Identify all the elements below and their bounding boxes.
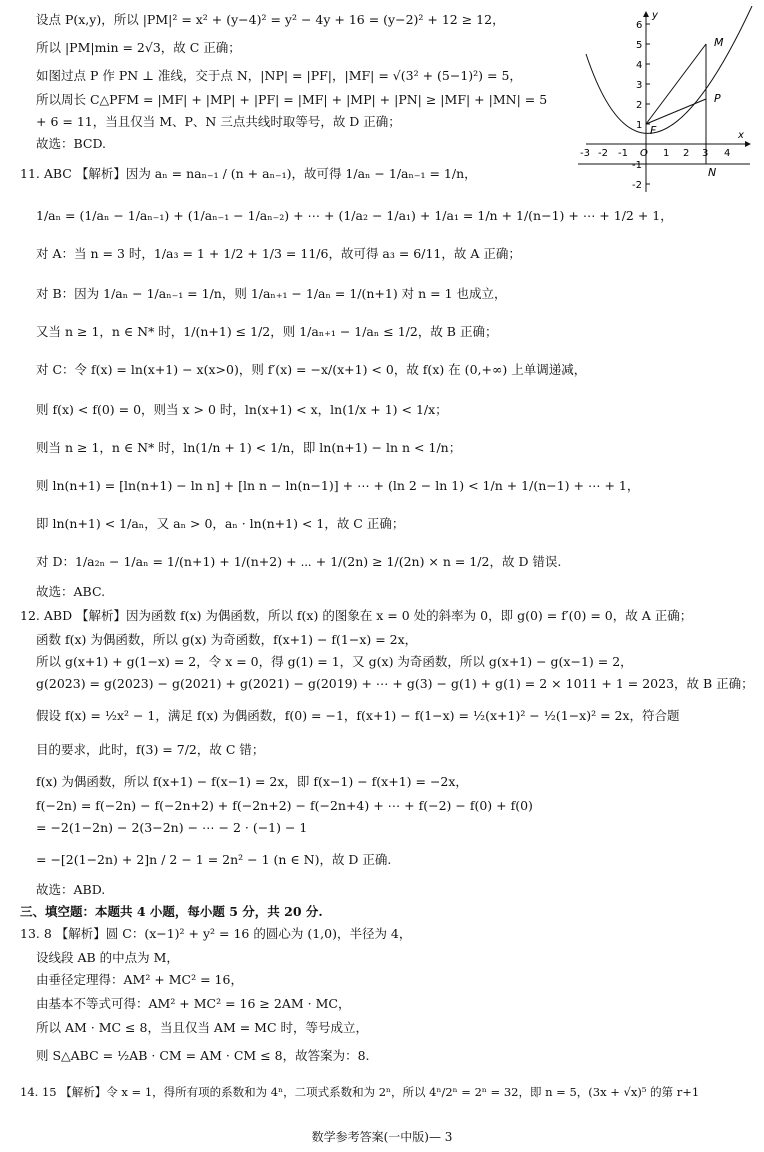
text-line: 所以 AM · MC ≤ 8，当且仅当 AM = MC 时，等号成立， <box>36 1020 369 1035</box>
x-tick-label: 1 <box>663 148 670 159</box>
x-tick-label: -2 <box>598 148 608 159</box>
text-line: 故选：ABC. <box>36 584 106 599</box>
section-heading: 三、填空题：本题共 4 小题，每小题 5 分，共 20 分. <box>20 904 323 919</box>
y-tick-label: -1 <box>632 160 642 171</box>
point-n-label: N <box>708 166 717 179</box>
text-line: 11. ABC 【解析】因为 aₙ = naₙ₋₁ / (n + aₙ₋₁)，故可得 1/aₙ − 1/aₙ₋₁ = 1/n， <box>20 166 477 181</box>
text-line: 1/aₙ = (1/aₙ − 1/aₙ₋₁) + (1/aₙ₋₁ − 1/aₙ₋₂) + ⋯ + (1/a₂ − 1/a₁) + 1/a₁ = 1/n + 1/(n−1) + ⋯ + 1/2 + 1， <box>36 208 673 223</box>
text-line: 故选：BCD. <box>36 136 107 151</box>
y-axis-label: y <box>652 10 658 21</box>
text-line: 则 S△ABC = ½AB · CM = AM · CM ≤ 8，故答案为：8. <box>36 1048 370 1063</box>
text-line: 则 f(x) < f(0) = 0，则当 x > 0 时，ln(x+1) < x，ln(1/x + 1) < 1/x； <box>36 402 448 417</box>
y-tick-label: 1 <box>636 120 643 131</box>
point-m-label: M <box>714 36 724 49</box>
text-line: 故选：ABD. <box>36 882 106 897</box>
text-line: + 6 = 11，当且仅当 M、P、N 三点共线时取等号，故 D 正确； <box>36 114 401 129</box>
x-tick-label: 3 <box>702 148 709 159</box>
x-tick-label: 4 <box>724 148 731 159</box>
parabola-figure <box>578 6 758 198</box>
text-line: 假设 f(x) = ½x² − 1，满足 f(x) 为偶函数，f(0) = −1，f(x+1) − f(1−x) = ½(x+1)² − ½(1−x)² = 2x，符合题 <box>36 708 680 723</box>
x-tick-label: -1 <box>618 148 628 159</box>
text-line: 所以周长 C△PFM = |MF| + |MP| + |PF| = |MF| + |MP| + |PN| ≥ |MF| + |MN| = 5 <box>36 92 548 107</box>
y-tick-label: 5 <box>636 40 643 51</box>
text-line: 则 ln(n+1) = [ln(n+1) − ln n] + [ln n − ln(n−1)] + ⋯ + (ln 2 − ln 1) < 1/n + 1/(n−1) + ⋯ + 1， <box>36 478 640 493</box>
text-line: 由基本不等式可得：AM² + MC² = 16 ≥ 2AM · MC， <box>36 996 351 1011</box>
text-line: 对 D：1/a₂ₙ − 1/aₙ = 1/(n+1) + 1/(n+2) + ⋯ + 1/(2n) ≥ 1/(2n) × n = 1/2，故 D 错误. <box>36 554 562 569</box>
text-line: 对 B：因为 1/aₙ − 1/aₙ₋₁ = 1/n，则 1/aₙ₊₁ − 1/aₙ = 1/(n+1) 对 n = 1 也成立， <box>36 286 507 301</box>
point-p-label: P <box>714 92 721 105</box>
text-line: 即 ln(n+1) < 1/aₙ，又 aₙ > 0，aₙ · ln(n+1) < 1，故 C 正确； <box>36 516 405 531</box>
point-f-label: F <box>650 124 657 137</box>
text-line: 设线段 AB 的中点为 M， <box>36 950 179 965</box>
y-tick-label: -2 <box>632 180 642 191</box>
text-line: 14. 15 【解析】令 x = 1，得所有项的系数和为 4ⁿ，二项式系数和为 2ⁿ，所以 4ⁿ/2ⁿ = 2ⁿ = 32，即 n = 5，(3x + √x)⁵ 的第 r+1 <box>20 1085 700 1099</box>
text-line: 由垂径定理得：AM² + MC² = 16， <box>36 972 243 987</box>
text-line: 对 C：令 f(x) = ln(x+1) − x(x>0)，则 f′(x) = −x/(x+1) < 0，故 f(x) 在 (0,+∞) 上单调递减， <box>36 362 587 377</box>
y-tick-label: 6 <box>636 20 643 31</box>
text-line: 又当 n ≥ 1，n ∈ N* 时，1/(n+1) ≤ 1/2，则 1/aₙ₊₁ − 1/aₙ ≤ 1/2，故 B 正确； <box>36 324 498 339</box>
text-line: 如图过点 P 作 PN ⊥ 准线，交于点 N，|NP| = |PF|，|MF| = √(3² + (5−1)²) = 5， <box>36 68 522 83</box>
x-tick-label: -3 <box>580 148 590 159</box>
text-line: = −2(1−2n) − 2(3−2n) − ⋯ − 2 · (−1) − 1 <box>36 820 308 835</box>
text-line: 13. 8 【解析】圆 C：(x−1)² + y² = 16 的圆心为 (1,0)，半径为 4， <box>20 926 412 941</box>
text-line: f(−2n) = f(−2n) − f(−2n+2) + f(−2n+2) − f(−2n+4) + ⋯ + f(−2) − f(0) + f(0) <box>36 798 533 813</box>
text-line: 设点 P(x,y)，所以 |PM|² = x² + (y−4)² = y² − 4y + 16 = (y−2)² + 12 ≥ 12， <box>36 12 505 27</box>
text-line: = −[2(1−2n) + 2]n / 2 − 1 = 2n² − 1 (n ∈ N)，故 D 正确. <box>36 852 392 867</box>
text-line: 12. ABD 【解析】因为函数 f(x) 为偶函数，所以 f(x) 的图象在 x = 0 处的斜率为 0，即 g(0) = f′(0) = 0，故 A 正确； <box>20 608 693 623</box>
text-line: 则当 n ≥ 1，n ∈ N* 时，ln(1/n + 1) < 1/n，即 ln(n+1) − ln n < 1/n； <box>36 440 462 455</box>
text-line: g(2023) = g(2023) − g(2021) + g(2021) − g(2019) + ⋯ + g(3) − g(1) + g(1) = 2 × 1011 + 1 = 2023，故 B 正确； <box>36 676 754 691</box>
y-tick-label: 2 <box>636 100 643 111</box>
text-line: 目的要求，此时，f(3) = 7/2，故 C 错； <box>36 742 265 757</box>
text-line: 所以 g(x+1) + g(1−x) = 2，令 x = 0，得 g(1) = 1，又 g(x) 为奇函数，所以 g(x+1) − g(x−1) = 2， <box>36 654 633 669</box>
text-line: 对 A：当 n = 3 时，1/a₃ = 1 + 1/2 + 1/3 = 11/6，故可得 a₃ = 6/11，故 A 正确； <box>36 246 521 261</box>
x-tick-label: 2 <box>683 148 690 159</box>
y-tick-label: 4 <box>636 60 643 71</box>
origin-label: O <box>640 148 648 159</box>
x-axis-label: x <box>738 130 744 141</box>
y-tick-label: 3 <box>636 80 643 91</box>
text-line: 所以 |PM|min = 2√3，故 C 正确； <box>36 40 241 55</box>
page-footer: 数学参考答案(一中版)— 3 <box>311 1130 453 1144</box>
text-line: 函数 f(x) 为偶函数，所以 g(x) 为奇函数，f(x+1) − f(1−x) = 2x， <box>36 632 418 647</box>
text-line: f(x) 为偶函数，所以 f(x+1) − f(x−1) = 2x，即 f(x−1) − f(x+1) = −2x， <box>36 774 468 789</box>
